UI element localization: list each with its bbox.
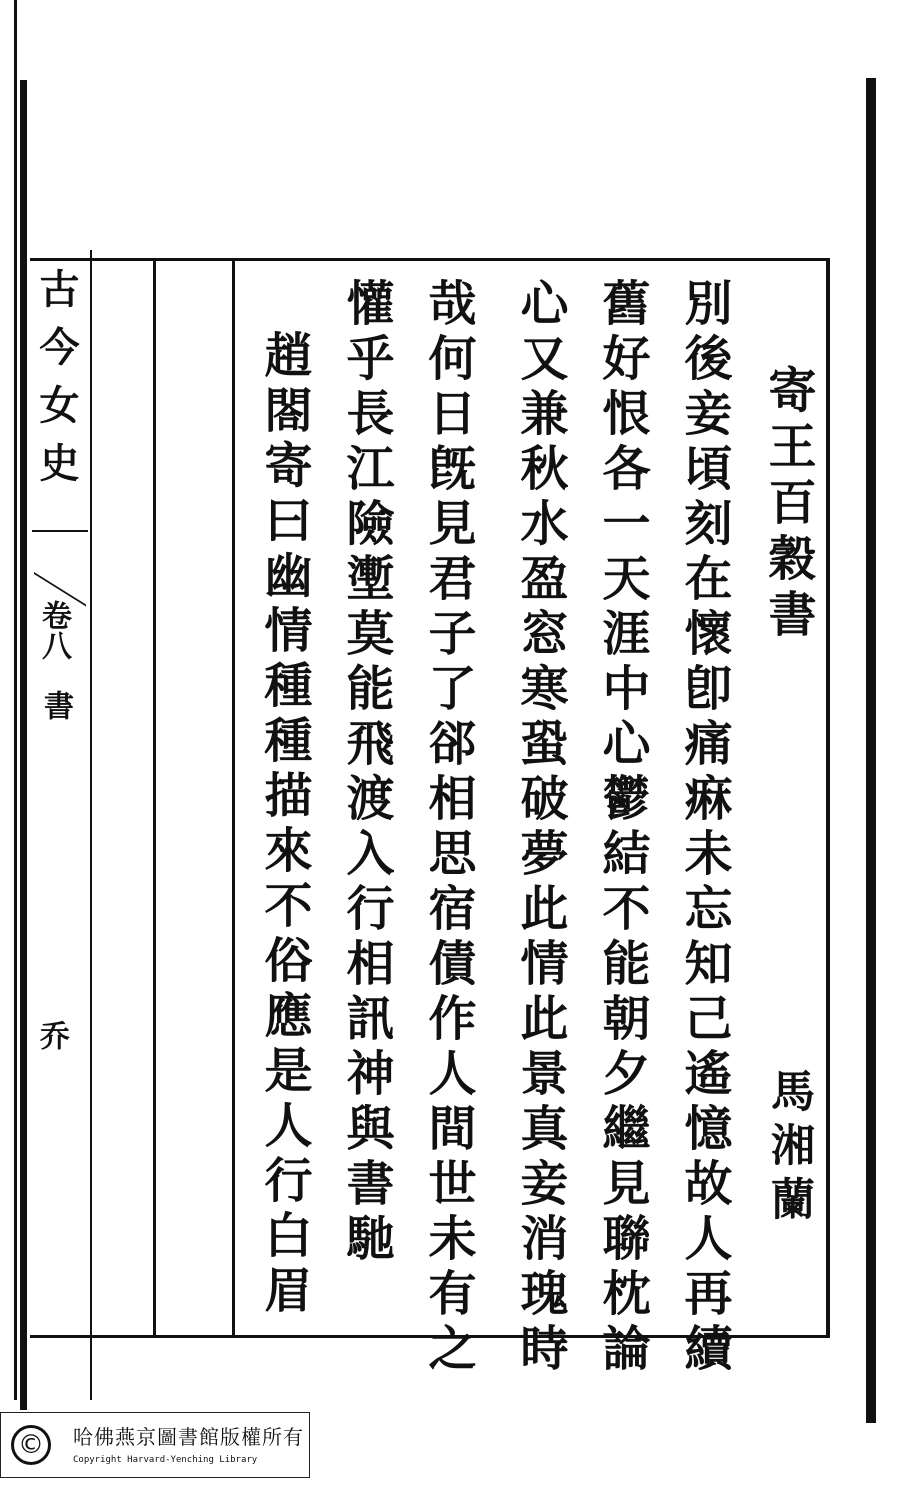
spine-marker: 乔 xyxy=(34,1020,69,1050)
frame-right-line xyxy=(826,258,830,1338)
spine-volume: 卷八 xyxy=(36,600,71,660)
text-column-4: 哉何日旣見君子了郤相思宿債作人間世未有之 xyxy=(420,278,476,1378)
spine-book-title: 古今女史 xyxy=(33,268,80,500)
page-margin-line xyxy=(153,258,156,1338)
spine-edge-line xyxy=(14,0,17,1400)
letter-title: 寄王百穀書 xyxy=(760,365,816,645)
text-column-5: 懽乎長江險壍莫能飛渡入行相訊神與書馳 xyxy=(338,278,394,1268)
letter-author: 馬湘蘭 xyxy=(763,1068,814,1230)
spine-section: 書 xyxy=(38,690,73,720)
copyright-text-en: Copyright Harvard-Yenching Library xyxy=(73,1455,258,1465)
text-column-6: 趙閤寄曰幽情種種描來不俗應是人行白眉 xyxy=(256,330,312,1320)
text-column-2: 舊好恨各一天涯中心鬱結不能朝夕繼見聯枕論 xyxy=(594,278,650,1378)
text-column-1: 別後妾頃刻在懷卽痛痳未忘知己遙憶故人再續 xyxy=(676,278,732,1378)
frame-left-line xyxy=(232,258,235,1338)
spine-fish-tail xyxy=(34,532,86,606)
spine-divider xyxy=(32,530,88,532)
frame-top-line xyxy=(30,258,830,261)
right-edge-line xyxy=(866,78,876,1423)
spine-thick-line xyxy=(20,80,27,1410)
copyright-icon: © xyxy=(11,1425,51,1465)
copyright-stamp xyxy=(0,1412,310,1478)
spine-inner-line xyxy=(90,250,92,1400)
text-column-3: 心又兼秋水盈窓寒蛩破夢此情此景真妾消瑰時 xyxy=(512,278,568,1378)
copyright-text-cn: 哈佛燕京圖書館版權所有 xyxy=(73,1425,304,1449)
